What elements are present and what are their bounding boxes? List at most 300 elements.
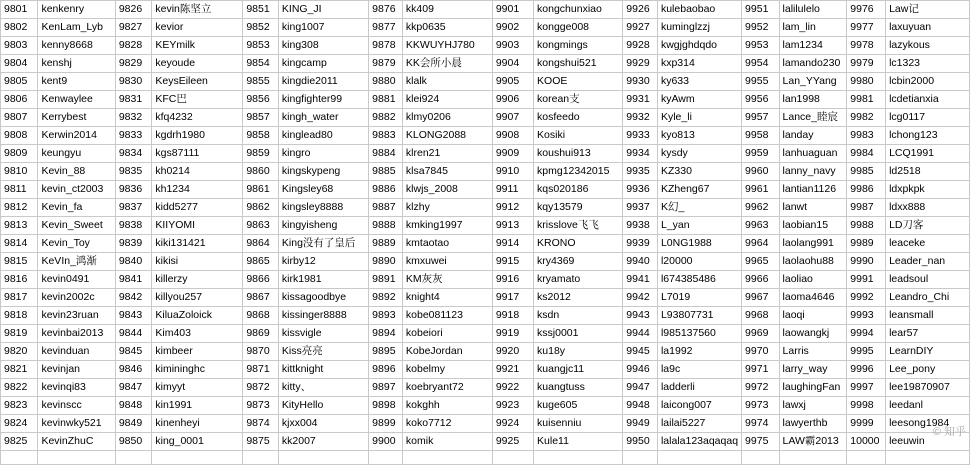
- username-cell[interactable]: kinenheyi: [152, 415, 243, 433]
- empty-cell[interactable]: [492, 451, 533, 465]
- id-cell[interactable]: 9820: [1, 343, 38, 361]
- username-cell[interactable]: Law记: [886, 1, 970, 19]
- username-cell[interactable]: KING_JI: [278, 1, 368, 19]
- id-cell[interactable]: 9809: [1, 145, 38, 163]
- id-cell[interactable]: 9948: [623, 397, 658, 415]
- id-cell[interactable]: 9825: [1, 433, 38, 451]
- username-cell[interactable]: lalilulelo: [779, 1, 847, 19]
- id-cell[interactable]: 9807: [1, 109, 38, 127]
- id-cell[interactable]: 9892: [369, 289, 403, 307]
- empty-cell[interactable]: [38, 451, 115, 465]
- username-cell[interactable]: kuangjc11: [534, 361, 623, 379]
- username-cell[interactable]: laicong007: [657, 397, 741, 415]
- username-cell[interactable]: kevinbai2013: [38, 325, 115, 343]
- username-cell[interactable]: Kosiki: [534, 127, 623, 145]
- username-cell[interactable]: kimyyt: [152, 379, 243, 397]
- id-cell[interactable]: 9971: [742, 361, 779, 379]
- id-cell[interactable]: 9863: [243, 217, 279, 235]
- id-cell[interactable]: 9894: [369, 325, 403, 343]
- username-cell[interactable]: ksdn: [534, 307, 623, 325]
- id-cell[interactable]: 9819: [1, 325, 38, 343]
- username-cell[interactable]: ldxpkpk: [886, 181, 970, 199]
- empty-cell[interactable]: [152, 451, 243, 465]
- empty-cell[interactable]: [742, 451, 779, 465]
- username-cell[interactable]: laolaohu88: [779, 253, 847, 271]
- username-cell[interactable]: KZ330: [657, 163, 741, 181]
- username-cell[interactable]: KOOE: [534, 73, 623, 91]
- id-cell[interactable]: 9941: [623, 271, 658, 289]
- id-cell[interactable]: 9932: [623, 109, 658, 127]
- username-cell[interactable]: K幻_: [657, 199, 741, 217]
- username-cell[interactable]: L93807731: [657, 307, 741, 325]
- id-cell[interactable]: 9911: [492, 181, 533, 199]
- id-cell[interactable]: 9981: [847, 91, 886, 109]
- id-cell[interactable]: 9909: [492, 145, 533, 163]
- username-cell[interactable]: Kevin_Toy: [38, 235, 115, 253]
- id-cell[interactable]: 9938: [623, 217, 658, 235]
- username-cell[interactable]: lamando230: [779, 55, 847, 73]
- username-cell[interactable]: kevinduan: [38, 343, 115, 361]
- username-cell[interactable]: kirk1981: [278, 271, 368, 289]
- id-cell[interactable]: 9919: [492, 325, 533, 343]
- username-cell[interactable]: kitty、: [278, 379, 368, 397]
- id-cell[interactable]: 9972: [742, 379, 779, 397]
- username-cell[interactable]: kyAwm: [657, 91, 741, 109]
- username-cell[interactable]: kgs87111: [152, 145, 243, 163]
- id-cell[interactable]: 9844: [115, 325, 152, 343]
- username-cell[interactable]: ld2518: [886, 163, 970, 181]
- id-cell[interactable]: 9960: [742, 163, 779, 181]
- username-cell[interactable]: king308: [278, 37, 368, 55]
- id-cell[interactable]: 9975: [742, 433, 779, 451]
- id-cell[interactable]: 9801: [1, 1, 38, 19]
- id-cell[interactable]: 9926: [623, 1, 658, 19]
- username-cell[interactable]: Kevin_Sweet: [38, 217, 115, 235]
- username-cell[interactable]: kgdrh1980: [152, 127, 243, 145]
- username-cell[interactable]: Kerwin2014: [38, 127, 115, 145]
- id-cell[interactable]: 9920: [492, 343, 533, 361]
- username-cell[interactable]: koebryant72: [402, 379, 492, 397]
- username-cell[interactable]: lee19870907: [886, 379, 970, 397]
- username-cell[interactable]: kingcamp: [278, 55, 368, 73]
- id-cell[interactable]: 9842: [115, 289, 152, 307]
- id-cell[interactable]: 9827: [115, 19, 152, 37]
- id-cell[interactable]: 9808: [1, 127, 38, 145]
- id-cell[interactable]: 9804: [1, 55, 38, 73]
- id-cell[interactable]: 9998: [847, 397, 886, 415]
- id-cell[interactable]: 9959: [742, 145, 779, 163]
- username-cell[interactable]: kulebaobao: [657, 1, 741, 19]
- username-cell[interactable]: Kevin_fa: [38, 199, 115, 217]
- username-cell[interactable]: kevior: [152, 19, 243, 37]
- username-cell[interactable]: lc1323: [886, 55, 970, 73]
- username-cell[interactable]: kry4369: [534, 253, 623, 271]
- username-cell[interactable]: klmy0206: [402, 109, 492, 127]
- username-cell[interactable]: kevin陈坚立: [152, 1, 243, 19]
- id-cell[interactable]: 9955: [742, 73, 779, 91]
- username-cell[interactable]: Leader_nan: [886, 253, 970, 271]
- id-cell[interactable]: 9933: [623, 127, 658, 145]
- id-cell[interactable]: 9934: [623, 145, 658, 163]
- username-cell[interactable]: KFC巴: [152, 91, 243, 109]
- id-cell[interactable]: 9967: [742, 289, 779, 307]
- username-cell[interactable]: l20000: [657, 253, 741, 271]
- id-cell[interactable]: 10000: [847, 433, 886, 451]
- username-cell[interactable]: leedanl: [886, 397, 970, 415]
- id-cell[interactable]: 9805: [1, 73, 38, 91]
- id-cell[interactable]: 9968: [742, 307, 779, 325]
- id-cell[interactable]: 9816: [1, 271, 38, 289]
- username-cell[interactable]: kuminglzzj: [657, 19, 741, 37]
- username-cell[interactable]: lam1234: [779, 37, 847, 55]
- id-cell[interactable]: 9889: [369, 235, 403, 253]
- id-cell[interactable]: 9880: [369, 73, 403, 91]
- username-cell[interactable]: lanny_navy: [779, 163, 847, 181]
- username-cell[interactable]: Kule11: [534, 433, 623, 451]
- id-cell[interactable]: 9862: [243, 199, 279, 217]
- username-cell[interactable]: kk409: [402, 1, 492, 19]
- id-cell[interactable]: 9866: [243, 271, 279, 289]
- username-cell[interactable]: LCQ1991: [886, 145, 970, 163]
- id-cell[interactable]: 9925: [492, 433, 533, 451]
- id-cell[interactable]: 9874: [243, 415, 279, 433]
- username-cell[interactable]: l985137560: [657, 325, 741, 343]
- username-cell[interactable]: kenkenry: [38, 1, 115, 19]
- id-cell[interactable]: 9976: [847, 1, 886, 19]
- username-cell[interactable]: kent9: [38, 73, 115, 91]
- id-cell[interactable]: 9965: [742, 253, 779, 271]
- username-cell[interactable]: KLONG2088: [402, 127, 492, 145]
- id-cell[interactable]: 9815: [1, 253, 38, 271]
- username-cell[interactable]: Kim403: [152, 325, 243, 343]
- id-cell[interactable]: 9883: [369, 127, 403, 145]
- id-cell[interactable]: 9997: [847, 379, 886, 397]
- id-cell[interactable]: 9821: [1, 361, 38, 379]
- id-cell[interactable]: 9882: [369, 109, 403, 127]
- id-cell[interactable]: 9860: [243, 163, 279, 181]
- id-cell[interactable]: 9887: [369, 199, 403, 217]
- empty-cell[interactable]: [534, 451, 623, 465]
- id-cell[interactable]: 9914: [492, 235, 533, 253]
- username-cell[interactable]: kosfeedo: [534, 109, 623, 127]
- id-cell[interactable]: 9835: [115, 163, 152, 181]
- id-cell[interactable]: 9828: [115, 37, 152, 55]
- username-cell[interactable]: king_0001: [152, 433, 243, 451]
- username-cell[interactable]: klzhy: [402, 199, 492, 217]
- id-cell[interactable]: 9875: [243, 433, 279, 451]
- username-cell[interactable]: Larris: [779, 343, 847, 361]
- username-cell[interactable]: lalala123aqaqaq: [657, 433, 741, 451]
- username-cell[interactable]: kryamato: [534, 271, 623, 289]
- username-cell[interactable]: ku18y: [534, 343, 623, 361]
- username-cell[interactable]: l674385486: [657, 271, 741, 289]
- id-cell[interactable]: 9868: [243, 307, 279, 325]
- username-cell[interactable]: klei924: [402, 91, 492, 109]
- id-cell[interactable]: 9990: [847, 253, 886, 271]
- username-cell[interactable]: laowangkj: [779, 325, 847, 343]
- username-cell[interactable]: laughingFan: [779, 379, 847, 397]
- username-cell[interactable]: klalk: [402, 73, 492, 91]
- username-cell[interactable]: King没有了皇后: [278, 235, 368, 253]
- id-cell[interactable]: 9963: [742, 217, 779, 235]
- username-cell[interactable]: kevin2002c: [38, 289, 115, 307]
- id-cell[interactable]: 9858: [243, 127, 279, 145]
- id-cell[interactable]: 9855: [243, 73, 279, 91]
- id-cell[interactable]: 9802: [1, 19, 38, 37]
- id-cell[interactable]: 9929: [623, 55, 658, 73]
- id-cell[interactable]: 9995: [847, 343, 886, 361]
- id-cell[interactable]: 9952: [742, 19, 779, 37]
- username-cell[interactable]: laxuyuan: [886, 19, 970, 37]
- id-cell[interactable]: 9986: [847, 181, 886, 199]
- id-cell[interactable]: 9987: [847, 199, 886, 217]
- id-cell[interactable]: 9945: [623, 343, 658, 361]
- username-cell[interactable]: laoliao: [779, 271, 847, 289]
- id-cell[interactable]: 9923: [492, 397, 533, 415]
- id-cell[interactable]: 9977: [847, 19, 886, 37]
- username-cell[interactable]: kk2007: [278, 433, 368, 451]
- id-cell[interactable]: 9824: [1, 415, 38, 433]
- id-cell[interactable]: 9856: [243, 91, 279, 109]
- username-cell[interactable]: kevinjan: [38, 361, 115, 379]
- id-cell[interactable]: 9956: [742, 91, 779, 109]
- id-cell[interactable]: 9913: [492, 217, 533, 235]
- username-cell[interactable]: KEYmilk: [152, 37, 243, 55]
- id-cell[interactable]: 9974: [742, 415, 779, 433]
- id-cell[interactable]: 9884: [369, 145, 403, 163]
- id-cell[interactable]: 9879: [369, 55, 403, 73]
- username-cell[interactable]: KityHello: [278, 397, 368, 415]
- username-cell[interactable]: kingh_water: [278, 109, 368, 127]
- username-cell[interactable]: la1992: [657, 343, 741, 361]
- id-cell[interactable]: 9817: [1, 289, 38, 307]
- id-cell[interactable]: 9996: [847, 361, 886, 379]
- username-cell[interactable]: L0NG1988: [657, 235, 741, 253]
- username-cell[interactable]: kmxuwei: [402, 253, 492, 271]
- username-cell[interactable]: kevinwky521: [38, 415, 115, 433]
- id-cell[interactable]: 9852: [243, 19, 279, 37]
- username-cell[interactable]: kpmg12342015: [534, 163, 623, 181]
- username-cell[interactable]: lanwt: [779, 199, 847, 217]
- username-cell[interactable]: Kenwaylee: [38, 91, 115, 109]
- username-cell[interactable]: lawxj: [779, 397, 847, 415]
- id-cell[interactable]: 9885: [369, 163, 403, 181]
- username-cell[interactable]: kobeiori: [402, 325, 492, 343]
- id-cell[interactable]: 9904: [492, 55, 533, 73]
- username-cell[interactable]: kh1234: [152, 181, 243, 199]
- id-cell[interactable]: 9922: [492, 379, 533, 397]
- username-cell[interactable]: kjxx004: [278, 415, 368, 433]
- id-cell[interactable]: 9958: [742, 127, 779, 145]
- id-cell[interactable]: 9813: [1, 217, 38, 235]
- id-cell[interactable]: 9876: [369, 1, 403, 19]
- username-cell[interactable]: KevinZhuC: [38, 433, 115, 451]
- id-cell[interactable]: 9985: [847, 163, 886, 181]
- id-cell[interactable]: 9890: [369, 253, 403, 271]
- username-cell[interactable]: kimbeer: [152, 343, 243, 361]
- id-cell[interactable]: 9939: [623, 235, 658, 253]
- username-cell[interactable]: kingsley8888: [278, 199, 368, 217]
- id-cell[interactable]: 9993: [847, 307, 886, 325]
- username-cell[interactable]: kokghh: [402, 397, 492, 415]
- id-cell[interactable]: 9841: [115, 271, 152, 289]
- username-cell[interactable]: Kerrybest: [38, 109, 115, 127]
- empty-cell[interactable]: [886, 451, 970, 465]
- id-cell[interactable]: 9846: [115, 361, 152, 379]
- username-cell[interactable]: lear57: [886, 325, 970, 343]
- id-cell[interactable]: 9873: [243, 397, 279, 415]
- username-cell[interactable]: kingyisheng: [278, 217, 368, 235]
- username-cell[interactable]: kuangtuss: [534, 379, 623, 397]
- username-cell[interactable]: kuge605: [534, 397, 623, 415]
- username-cell[interactable]: knight4: [402, 289, 492, 307]
- username-cell[interactable]: laoqi: [779, 307, 847, 325]
- id-cell[interactable]: 9979: [847, 55, 886, 73]
- username-cell[interactable]: la9c: [657, 361, 741, 379]
- username-cell[interactable]: killyou257: [152, 289, 243, 307]
- username-cell[interactable]: king1007: [278, 19, 368, 37]
- username-cell[interactable]: klsa7845: [402, 163, 492, 181]
- username-cell[interactable]: lawyerthb: [779, 415, 847, 433]
- username-cell[interactable]: lcg0117: [886, 109, 970, 127]
- id-cell[interactable]: 9950: [623, 433, 658, 451]
- username-cell[interactable]: Kyle_li: [657, 109, 741, 127]
- username-cell[interactable]: kongmings: [534, 37, 623, 55]
- id-cell[interactable]: 9962: [742, 199, 779, 217]
- id-cell[interactable]: 9953: [742, 37, 779, 55]
- username-cell[interactable]: koushui913: [534, 145, 623, 163]
- id-cell[interactable]: 9839: [115, 235, 152, 253]
- username-cell[interactable]: Lance_睦宸: [779, 109, 847, 127]
- empty-cell[interactable]: [847, 451, 886, 465]
- username-cell[interactable]: kenshj: [38, 55, 115, 73]
- id-cell[interactable]: 9942: [623, 289, 658, 307]
- username-cell[interactable]: kuisenniu: [534, 415, 623, 433]
- empty-cell[interactable]: [369, 451, 403, 465]
- username-cell[interactable]: lchong123: [886, 127, 970, 145]
- id-cell[interactable]: 9983: [847, 127, 886, 145]
- id-cell[interactable]: 9838: [115, 217, 152, 235]
- id-cell[interactable]: 9989: [847, 235, 886, 253]
- id-cell[interactable]: 9940: [623, 253, 658, 271]
- id-cell[interactable]: 9899: [369, 415, 403, 433]
- username-cell[interactable]: kiki131421: [152, 235, 243, 253]
- username-cell[interactable]: Lee_pony: [886, 361, 970, 379]
- username-cell[interactable]: larry_way: [779, 361, 847, 379]
- id-cell[interactable]: 9916: [492, 271, 533, 289]
- username-cell[interactable]: lcbin2000: [886, 73, 970, 91]
- id-cell[interactable]: 9888: [369, 217, 403, 235]
- username-cell[interactable]: KRONO: [534, 235, 623, 253]
- username-cell[interactable]: laolang991: [779, 235, 847, 253]
- username-cell[interactable]: kissagoodbye: [278, 289, 368, 307]
- username-cell[interactable]: kmtaotao: [402, 235, 492, 253]
- empty-cell[interactable]: [623, 451, 658, 465]
- id-cell[interactable]: 9944: [623, 325, 658, 343]
- id-cell[interactable]: 9840: [115, 253, 152, 271]
- username-cell[interactable]: leansmall: [886, 307, 970, 325]
- id-cell[interactable]: 9994: [847, 325, 886, 343]
- id-cell[interactable]: 9830: [115, 73, 152, 91]
- empty-cell[interactable]: [657, 451, 741, 465]
- id-cell[interactable]: 9937: [623, 199, 658, 217]
- id-cell[interactable]: 9910: [492, 163, 533, 181]
- id-cell[interactable]: 9857: [243, 109, 279, 127]
- username-cell[interactable]: kingdie2011: [278, 73, 368, 91]
- username-cell[interactable]: keungyu: [38, 145, 115, 163]
- username-cell[interactable]: kissinger8888: [278, 307, 368, 325]
- username-cell[interactable]: leesong1984: [886, 415, 970, 433]
- username-cell[interactable]: LAW霸2013: [779, 433, 847, 451]
- username-cell[interactable]: kingfighter99: [278, 91, 368, 109]
- id-cell[interactable]: 9905: [492, 73, 533, 91]
- id-cell[interactable]: 9836: [115, 181, 152, 199]
- id-cell[interactable]: 9924: [492, 415, 533, 433]
- username-cell[interactable]: kyo813: [657, 127, 741, 145]
- username-cell[interactable]: KIIYOMI: [152, 217, 243, 235]
- username-cell[interactable]: kinglead80: [278, 127, 368, 145]
- username-cell[interactable]: ladderli: [657, 379, 741, 397]
- id-cell[interactable]: 9988: [847, 217, 886, 235]
- username-cell[interactable]: ldxx888: [886, 199, 970, 217]
- username-cell[interactable]: L_yan: [657, 217, 741, 235]
- id-cell[interactable]: 9927: [623, 19, 658, 37]
- id-cell[interactable]: 9907: [492, 109, 533, 127]
- username-cell[interactable]: kin1991: [152, 397, 243, 415]
- username-cell[interactable]: kysdy: [657, 145, 741, 163]
- id-cell[interactable]: 9921: [492, 361, 533, 379]
- id-cell[interactable]: 9851: [243, 1, 279, 19]
- username-cell[interactable]: Leandro_Chi: [886, 289, 970, 307]
- username-cell[interactable]: keyoude: [152, 55, 243, 73]
- username-cell[interactable]: kobelmy: [402, 361, 492, 379]
- username-cell[interactable]: korean支: [534, 91, 623, 109]
- username-cell[interactable]: klren21: [402, 145, 492, 163]
- id-cell[interactable]: 9865: [243, 253, 279, 271]
- id-cell[interactable]: 9915: [492, 253, 533, 271]
- username-cell[interactable]: klwjs_2008: [402, 181, 492, 199]
- id-cell[interactable]: 9982: [847, 109, 886, 127]
- id-cell[interactable]: 9964: [742, 235, 779, 253]
- id-cell[interactable]: 9896: [369, 361, 403, 379]
- username-cell[interactable]: koko7712: [402, 415, 492, 433]
- username-cell[interactable]: KeVIn_鸿渐: [38, 253, 115, 271]
- username-cell[interactable]: kevinqi83: [38, 379, 115, 397]
- username-cell[interactable]: lanhuaguan: [779, 145, 847, 163]
- id-cell[interactable]: 9936: [623, 181, 658, 199]
- id-cell[interactable]: 9843: [115, 307, 152, 325]
- username-cell[interactable]: L7019: [657, 289, 741, 307]
- username-cell[interactable]: Kiss亮亮: [278, 343, 368, 361]
- id-cell[interactable]: 9999: [847, 415, 886, 433]
- username-cell[interactable]: KK会所小晨: [402, 55, 492, 73]
- id-cell[interactable]: 9854: [243, 55, 279, 73]
- username-cell[interactable]: KKWUYHJ780: [402, 37, 492, 55]
- empty-cell[interactable]: [278, 451, 368, 465]
- id-cell[interactable]: 9823: [1, 397, 38, 415]
- username-cell[interactable]: kh0214: [152, 163, 243, 181]
- id-cell[interactable]: 9947: [623, 379, 658, 397]
- id-cell[interactable]: 9957: [742, 109, 779, 127]
- username-cell[interactable]: KobeJordan: [402, 343, 492, 361]
- empty-cell[interactable]: [1, 451, 38, 465]
- username-cell[interactable]: kssj0001: [534, 325, 623, 343]
- id-cell[interactable]: 9811: [1, 181, 38, 199]
- id-cell[interactable]: 9853: [243, 37, 279, 55]
- id-cell[interactable]: 9918: [492, 307, 533, 325]
- username-cell[interactable]: kongchunxiao: [534, 1, 623, 19]
- username-cell[interactable]: kqs020186: [534, 181, 623, 199]
